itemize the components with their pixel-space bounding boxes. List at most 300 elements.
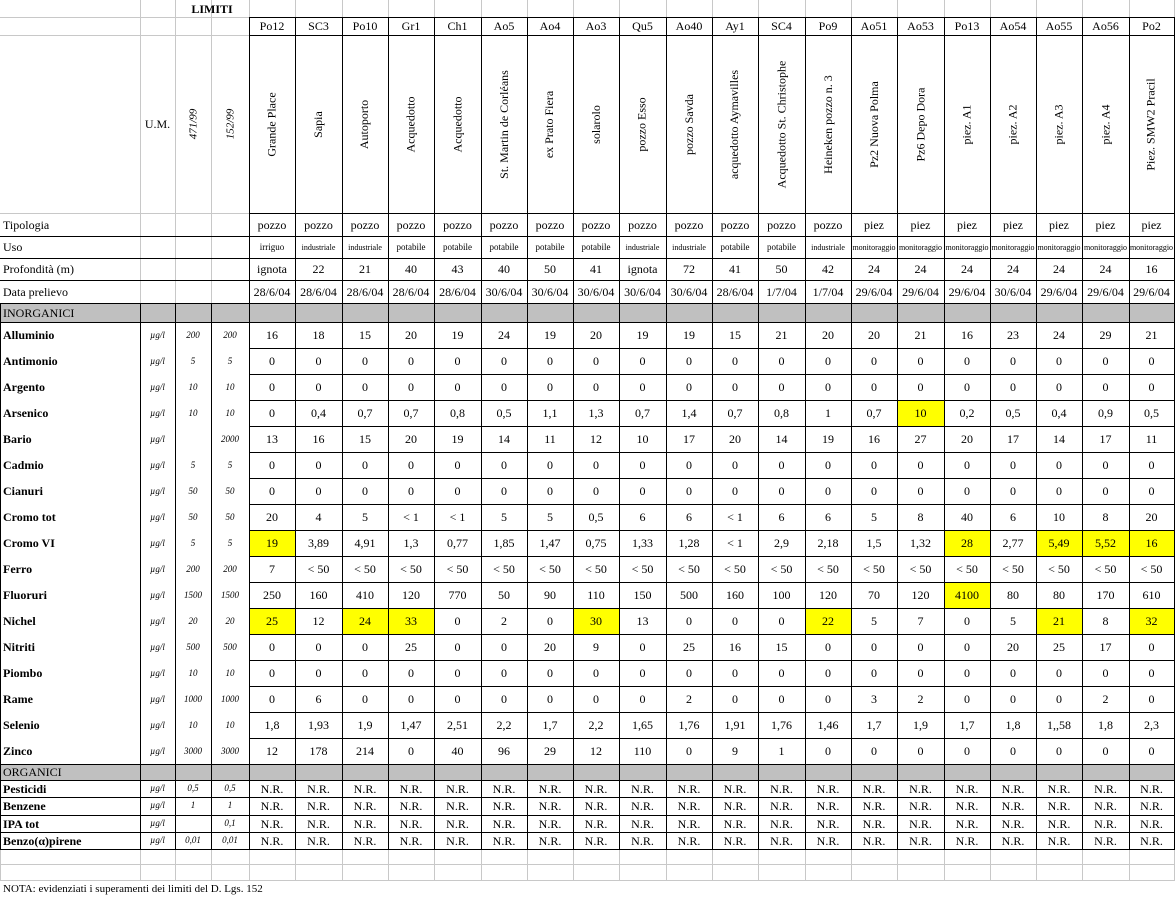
footnote: NOTA: evidenziati i superamenti dei limiti del D. Lgs. 152 [3,883,263,895]
measurement-value: 5 [1010,614,1016,628]
measurement-value: N.R. [353,833,377,848]
measurement-value: 20 [868,328,880,342]
station-name [758,35,805,213]
gridline [758,849,759,880]
parameter-name: Nichel [3,614,36,628]
station-name [527,35,573,213]
gridline [1036,849,1037,880]
info-value: 29/6/04 [855,284,893,299]
measurement-value: 120 [402,588,420,602]
limit-152-99: 0,5 [224,783,236,793]
measurement-value: 19 [822,432,834,446]
measurement-value: N.R. [1047,833,1071,848]
unit: µg/l [150,381,165,392]
measurement-value: N.R. [260,833,284,848]
limit-471-99: 5 [190,459,196,470]
limit-152-99: 1 [227,800,233,810]
measurement-value: N.R. [1047,798,1071,813]
measurement-value: < 50 [1140,562,1163,576]
station-code: Po12 [259,19,285,33]
limit-471-99: 3000 [184,745,202,756]
measurement-value: 40 [451,744,464,758]
info-value: 24 [868,262,880,276]
measurement-value: N.R. [260,781,284,796]
measurement-value: N.R. [955,833,979,848]
measurement-value: 250 [263,588,281,602]
unit: µg/l [150,641,165,652]
parameter-name: Cianuri [3,484,44,498]
measurement-value: 29 [544,744,556,758]
station-code: SC4 [771,19,792,33]
measurement-value: 1,3 [403,536,419,550]
info-value: pozzo [628,217,657,232]
limit-152-99: 50 [225,511,235,522]
info-value: piez [1095,217,1116,232]
station-name-label: Sapia [310,110,325,138]
measurement-value: 16 [729,640,741,654]
measurement-value: 11 [1145,432,1158,446]
gridline [573,849,574,880]
limit-471-99: 500 [186,641,200,652]
info-value: potabile [767,241,796,252]
measurement-value: 20 [266,510,278,524]
limit-471-99: 10 [188,719,198,730]
measurement-value: 5 [871,614,877,628]
measurement-value: 0 [964,354,970,368]
measurement-value: 0 [1102,354,1109,368]
info-value: monitoraggio [1129,242,1174,252]
measurement-value: < 50 [1002,562,1024,576]
info-value: piez [1049,217,1069,232]
measurement-value: 8 [1102,510,1109,524]
parameter-name: Alluminio [3,328,55,342]
measurement-value: 20 [961,432,973,446]
measurement-value: 0 [1056,458,1062,472]
limit-152-99: 5 [227,355,233,366]
measurement-value: N.R. [631,798,654,813]
info-value: monitoraggio [852,242,896,252]
measurement-value: 0 [1056,380,1062,394]
measurement-value: < 50 [724,562,746,576]
info-value: 28/6/04 [253,284,291,299]
gridline [434,849,435,880]
gridline [527,849,528,880]
info-value: 24 [1053,262,1065,276]
measurement-value: 0 [917,458,924,472]
measurement-value: 80 [1007,588,1019,602]
measurement-value: 11 [544,432,556,446]
measurement-value: N.R. [677,816,701,831]
measurement-value: 5,52 [1095,536,1116,550]
gridline [388,849,389,880]
station-name-label: Heineken pozzo n. 3 [820,74,835,174]
limit-152-99: 0,01 [222,835,238,845]
measurement-value: 0 [686,354,692,368]
measurement-value: N.R. [492,833,516,848]
measurement-value: 12 [266,744,278,758]
measurement-value: 0 [362,692,368,706]
measurement-value: 14 [498,432,510,446]
measurement-value: 0 [408,744,414,758]
limit-471-99: 20 [188,615,198,626]
measurement-value: 0 [778,614,785,628]
parameter-name: Arsenico [3,406,49,420]
station-code: Ao40 [675,19,703,33]
station-name [805,35,851,213]
measurement-value: < 1 [727,536,743,550]
measurement-value: 0 [964,484,970,498]
measurement-value: 0,5 [1144,406,1159,420]
info-value: monitoraggio [1083,242,1128,252]
gridline [990,0,991,17]
info-row-label: Tipologia [3,217,50,232]
info-value: 28/6/04 [392,284,430,299]
measurement-value: 0 [964,640,970,654]
measurement-value: 500 [680,588,698,602]
measurement-value: 4 [315,510,322,524]
unit: µg/l [150,433,165,444]
measurement-value: 0 [825,458,831,472]
measurement-value: 10 [636,432,649,446]
station-name-label: Pz6 Depo Dora [913,87,928,161]
measurement-value: N.R. [677,833,701,848]
measurement-value: 8 [917,510,924,524]
measurement-value: N.R. [816,816,840,831]
measurement-value: 0 [871,380,877,394]
info-value: 28/6/04 [439,284,476,299]
measurement-value: N.R. [399,816,423,831]
measurement-value: 0 [1148,458,1155,472]
station-code: Po9 [818,19,838,33]
limit-471-99: 0,5 [187,783,199,793]
measurement-value: 15 [729,328,741,342]
measurement-value: 0 [501,458,507,472]
measurement-value: 0 [1010,380,1016,394]
measurement-value: 0 [639,484,646,498]
measurement-value: 0 [871,666,877,680]
measurement-value: 0 [686,458,692,472]
measurement-value: 1,93 [308,718,329,732]
measurement-value: N.R. [1094,781,1117,796]
gridline [944,849,945,880]
info-value: 50 [775,262,788,276]
measurement-value: 16 [868,432,880,446]
measurement-value: 150 [633,588,652,602]
parameter-name: Benzo(α)pirene [3,833,82,848]
station-name-label: Pz2 Nuova Polma [866,80,881,168]
info-value: 29/6/04 [948,284,986,299]
measurement-value: 0 [454,458,461,472]
unit: µg/l [150,459,165,470]
measurement-value: N.R. [862,798,886,813]
info-value: 41 [729,262,741,276]
station-name-label: Acquedotto [450,96,464,152]
unit: µg/l [150,355,165,366]
measurement-value: 6 [686,510,692,524]
parameter-name: IPA tot [3,816,40,831]
measurement-value: 0 [1056,692,1062,706]
measurement-value: 0 [1148,666,1155,680]
measurement-value: 0,7 [866,406,882,420]
measurement-value: 0 [269,692,275,706]
measurement-value: 0 [593,458,599,472]
measurement-value: N.R. [631,781,654,796]
parameter-name: Bario [3,432,32,446]
measurement-value: 0 [547,614,553,628]
measurement-value: 6 [315,692,322,706]
station-name-label: piez. A4 [1098,104,1112,144]
measurement-value: 0 [593,354,599,368]
measurement-value: 0 [1148,640,1155,654]
measurement-value: 0 [408,458,414,472]
info-value: 24 [914,262,927,276]
measurement-value: 0,7 [727,406,743,420]
measurement-value: 8 [1102,614,1109,628]
measurement-value: 0 [501,666,507,680]
measurement-value: N.R. [770,816,793,831]
measurement-value: N.R. [955,781,979,796]
gridline [666,0,667,17]
measurement-value: 12 [312,614,325,628]
gridline [211,849,212,880]
measurement-value: 0 [917,484,924,498]
measurement-value: 25 [683,640,695,654]
info-value: 29/6/04 [1133,284,1170,299]
measurement-value: 0 [1056,484,1062,498]
measurement-value: 0 [732,666,738,680]
measurement-value: 5 [501,510,507,524]
measurement-value: N.R. [723,798,747,813]
info-value: 28/6/04 [300,284,337,299]
station-code: Gr1 [401,19,421,33]
measurement-value: N.R. [307,833,330,848]
measurement-value: N.R. [955,816,979,831]
measurement-value: 1,8 [1005,718,1021,732]
gridline [805,849,806,880]
limit-152-99: 1500 [221,589,239,600]
limit-471-99: 1 [190,800,196,810]
info-value: piez [1003,217,1023,232]
measurement-value: 0 [1148,744,1155,758]
unit: µg/l [150,537,165,548]
measurement-value: N.R. [1047,781,1071,796]
measurement-value: N.R. [538,816,562,831]
measurement-value: N.R. [862,781,886,796]
limit-152-99: 200 [223,329,237,340]
measurement-value: < 50 [307,562,330,576]
measurement-value: 0 [917,666,924,680]
measurement-value: 27 [914,432,927,446]
info-value: industriale [348,242,382,252]
measurement-value: N.R. [260,798,284,813]
station-name [1082,35,1129,213]
measurement-value: 0 [269,484,275,498]
measurement-value: 120 [911,588,930,602]
measurement-value: < 50 [863,562,885,576]
measurement-value: 16 [266,328,278,342]
gridline [434,0,435,17]
measurement-value: N.R. [399,798,423,813]
gridline [1082,0,1083,17]
measurement-value: < 50 [493,562,515,576]
measurement-value: 1,,58 [1047,718,1071,732]
measurement-value: 12 [590,432,602,446]
station-name-label: Acquedotto [403,96,418,152]
measurement-value: 0 [1010,692,1016,706]
measurement-value: 9 [593,640,599,654]
measurement-value: 0 [315,640,322,654]
measurement-value: < 1 [449,510,466,524]
unit: µg/l [150,818,165,828]
gridline [342,0,343,17]
info-value: industriale [301,242,336,252]
gridline [388,0,389,17]
station-name [481,35,527,213]
gridline [527,0,528,17]
station-code: Ao54 [999,19,1027,33]
measurement-value: N.R. [538,833,562,848]
measurement-value: 0,77 [447,536,468,550]
measurement-value: 0 [547,692,553,706]
station-name-label: ex Prato Fiera [542,90,557,158]
measurement-value: 0 [362,380,368,394]
measurement-value: N.R. [492,781,516,796]
measurement-value: 2,9 [774,536,789,550]
info-value: piez [957,217,977,232]
info-value: ignota [627,262,658,276]
limit-471-99: 1000 [184,693,202,704]
measurement-value: 5 [547,510,553,524]
measurement-value: 2 [917,692,924,706]
info-value: 30/6/04 [485,284,523,299]
measurement-value: 0 [362,666,368,680]
measurement-value: 110 [587,588,605,602]
info-value: potabile [535,241,565,252]
measurement-value: 0 [1148,692,1155,706]
measurement-value: 2,51 [447,718,468,732]
info-value: piez [910,217,931,232]
limit-471-99: 1500 [184,589,202,600]
limit-152-99: 10 [225,667,235,678]
measurement-value: 1,8 [1098,718,1113,732]
info-value: 29/6/04 [1040,284,1078,299]
limit-471-99: 50 [188,485,198,496]
station-code: Ao53 [907,19,934,33]
measurement-value: 2,2 [496,718,512,732]
parameter-name: Antimonio [3,354,58,368]
gridline [619,0,620,17]
measurement-value: < 50 [400,562,422,576]
station-code: Ao3 [585,19,607,33]
limit-152-99: 50 [225,485,235,496]
info-value: monitoraggio [945,242,989,252]
info-value: pozzo [396,217,426,232]
measurement-value: N.R. [446,781,469,796]
gridline [712,849,713,880]
measurement-value: N.R. [1140,798,1163,813]
info-value: 16 [1145,262,1158,276]
limit-column-header [175,35,211,213]
unit: µg/l [150,407,165,418]
gridline [295,0,296,17]
measurement-value: 0,4 [1051,406,1067,420]
station-name [434,35,481,213]
station-name [944,35,990,213]
limit-471-99 [175,426,211,452]
measurement-value: 15 [775,640,788,654]
station-name [666,35,712,213]
measurement-value: N.R. [909,798,932,813]
measurement-value: 0 [778,380,785,394]
measurement-value: 25 [266,614,278,628]
measurement-value: 0 [362,354,368,368]
measurement-value: 1,85 [493,536,515,550]
gridline [481,0,482,17]
measurement-value: 1,7 [542,718,558,732]
station-name-label: solarolo [588,104,603,144]
measurement-value: N.R. [307,816,330,831]
measurement-value: 19 [451,328,464,342]
info-value: 29/6/04 [1087,284,1124,299]
info-value: industriale [811,242,845,252]
measurement-value: 0 [825,640,831,654]
measurement-value: < 50 [585,562,607,576]
measurement-value: 0 [871,484,877,498]
measurement-value: 0 [964,692,970,706]
measurement-value: 20 [405,432,417,446]
measurement-value: 0 [1010,354,1016,368]
measurement-value: 0 [964,380,970,394]
measurement-value: N.R. [1140,781,1163,796]
measurement-value: N.R. [723,781,747,796]
info-value: pozzo [767,217,796,232]
station-name [990,35,1036,213]
station-code: Ao56 [1092,19,1119,33]
measurement-value: 23 [1007,328,1019,342]
station-code: Ao5 [493,19,515,33]
measurement-value: 1,76 [678,718,700,732]
measurement-value: 21 [775,328,788,342]
limit-471-99: 50 [188,511,198,522]
measurement-value: N.R. [816,781,840,796]
measurement-value: 50 [498,588,510,602]
station-code: Ao4 [539,19,561,33]
info-row-label: Uso [3,240,23,254]
measurement-value: N.R. [399,833,423,848]
measurement-value: N.R. [909,833,932,848]
measurement-value: 24 [1053,328,1065,342]
measurement-value: 0 [1056,666,1062,680]
measurement-value: 0 [501,354,507,368]
measurement-value: N.R. [1047,816,1071,831]
limit-471-99 [175,815,211,832]
measurement-value: 0 [593,692,599,706]
measurement-value: N.R. [723,816,747,831]
measurement-value: 17 [683,432,695,446]
measurement-value: 0 [269,406,275,420]
measurement-value: 0 [408,666,414,680]
measurement-value: N.R. [1001,781,1025,796]
measurement-value: 6 [639,510,646,524]
measurement-value: N.R. [538,798,562,813]
measurement-value: N.R. [770,833,793,848]
measurement-value: 0,2 [959,406,975,420]
station-name-label: Acquedotto St. Christophe [774,60,789,188]
measurement-value: N.R. [399,781,423,796]
info-value: 30/6/04 [994,284,1032,299]
parameter-name: Fluoruri [3,588,47,602]
measurement-value: 5 [362,510,368,524]
